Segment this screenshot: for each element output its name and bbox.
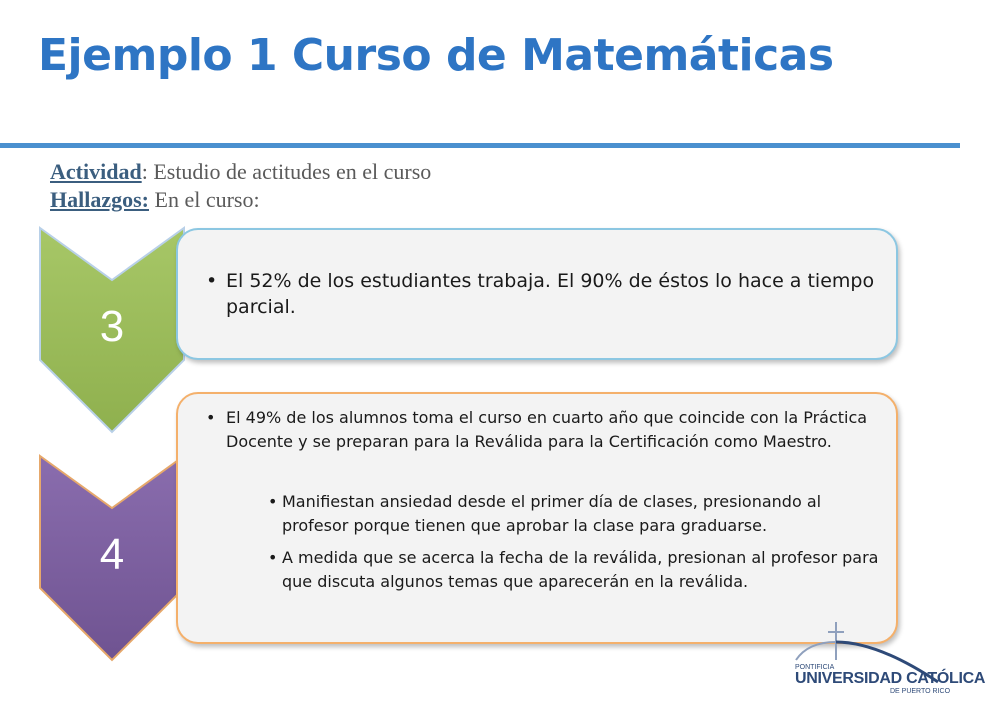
item-4-sub-bullet: • A medida que se acerca la fecha de la reválida, presionan al profesor para que discuta algunos temas que aparecerán en la reválida. — [268, 548, 879, 591]
item-3-box — [176, 228, 898, 360]
university-logo-icon — [788, 612, 951, 712]
findings-label: Hallazgos: — [50, 187, 149, 212]
logo-line-2: UNIVERSIDAD CATÓLICA — [795, 670, 985, 687]
item-4-sub-bullet-text: A medida que se acerca la fecha de la reválida, presionan al profesor para que discuta algunos temas que aparecerán en la reválida. — [282, 548, 879, 591]
item-3-number: 3 — [99, 302, 125, 351]
item-4-bullet-text: El 49% de los alumnos toma el curso en cuarto año que coincide con la Práctica Docente y se preparan para la Reválida para la Certificación como Maestro. — [226, 408, 868, 451]
item-4-sub-bullet: • Manifiestan ansiedad desde el primer día de clases, presionando al profesor porque tienen que aprobar la clase para graduarse. — [268, 492, 822, 535]
findings-line — [50, 186, 431, 214]
activity-text: Estudio de actitudes en el curso — [147, 159, 432, 184]
item-3-bullet-text: El 52% de los estudiantes trabaja. El 90% de éstos lo hace a tiempo parcial. — [226, 270, 875, 318]
item-4-bullet: • El 49% de los alumnos toma el curso en cuarto año que coincide con la Práctica Docente y se preparan para la Reválida para la Certificación como Maestro. — [206, 408, 868, 451]
activity-label: Actividad — [50, 159, 142, 184]
slide-title: Ejemplo 1 Curso de Matemáticas — [38, 30, 834, 81]
logo-line-3: DE PUERTO RICO — [890, 688, 951, 695]
item-3-bullet: • El 52% de los estudiantes trabaja. El 90% de éstos lo hace a tiempo parcial. — [206, 270, 875, 318]
item-4-box — [176, 392, 898, 644]
findings-text: En el curso: — [149, 187, 260, 212]
activity-separator: : — [141, 159, 148, 184]
title-divider — [0, 143, 960, 148]
logo-line-1: PONTIFICIA — [795, 664, 835, 671]
item-4-number: 4 — [99, 530, 125, 579]
item-4-sub-bullet-text: Manifiestan ansiedad desde el primer día de clases, presionando al profesor porque tienen que aprobar la clase para graduarse. — [282, 492, 822, 535]
activity-line — [50, 158, 431, 186]
intro-text — [50, 158, 431, 214]
